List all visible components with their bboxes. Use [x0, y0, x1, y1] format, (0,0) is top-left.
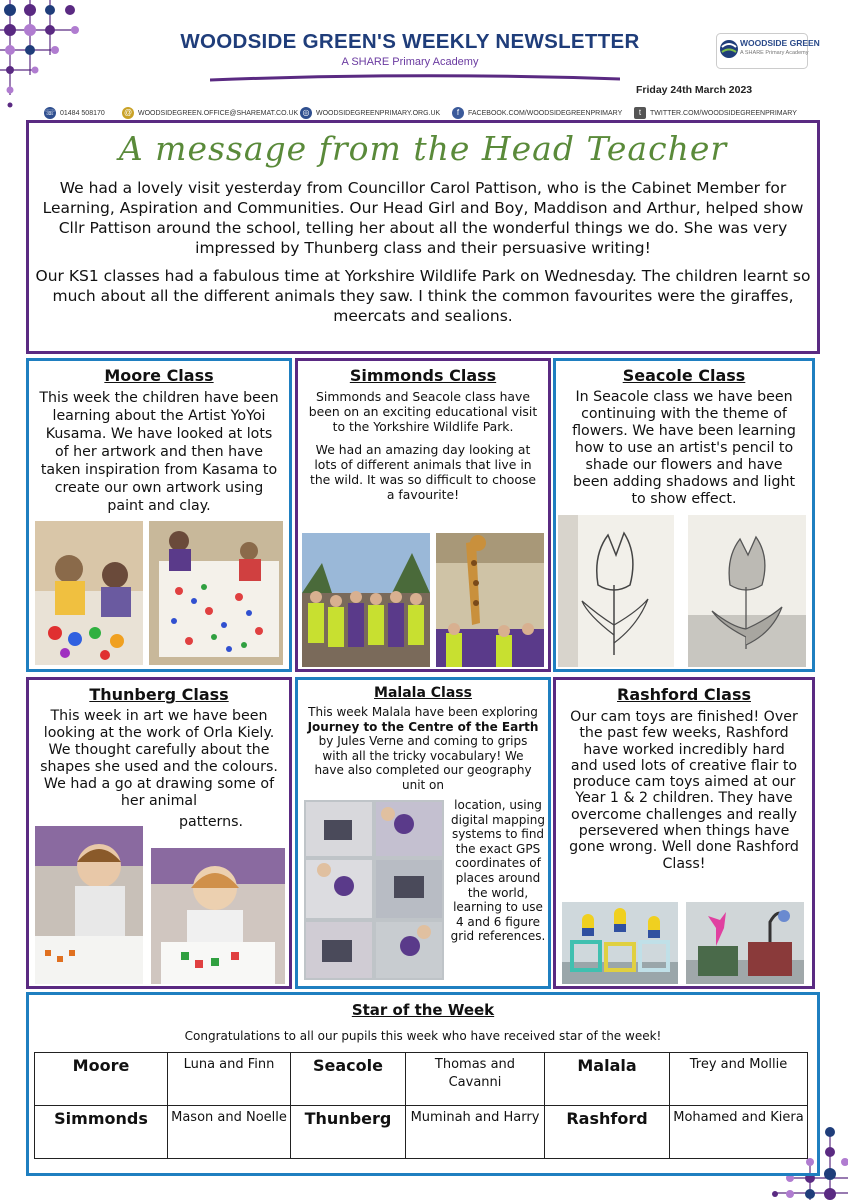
thunberg-class-text-end: patterns.	[179, 814, 244, 830]
malala-text-a: This week Malala have been exploring	[308, 705, 538, 719]
simmonds-class-text-2: We had an amazing day looking at lots of different animals that live in the wild. It was so difficult to choose a favourite!	[309, 442, 537, 502]
logo-name: WOODSIDE GREEN	[740, 38, 820, 48]
rashford-class-text: Our cam toys are finished! Over the past few weeks, Rashford have worked incredibly hard and used lots of creative flair to produce cam toys aimed at our Year 1 & 2 children. They have overcome challenges and really persevered when things have gone wrong. Well done Rashford Class!	[569, 709, 799, 872]
email-icon: @	[123, 108, 133, 117]
phone-icon: ☏	[44, 108, 55, 117]
star-names-cell: Muminah and Harry	[406, 1106, 545, 1159]
rashford-photo-cam-toys	[686, 902, 804, 984]
thunberg-photo-boy-drawing	[35, 826, 143, 984]
seacole-class-text: In Seacole class we have been continuing with the theme of flowers. We have been learning how to use an artist's pencil to shade our flowers and have been adding shadows and light to show effect.	[572, 389, 796, 507]
header-swoosh	[210, 74, 620, 82]
star-class-cell: Moore	[35, 1053, 168, 1106]
website-url[interactable]: WOODSIDEGREENPRIMARY.ORG.UK	[316, 109, 441, 117]
facebook-url[interactable]: FACEBOOK.COM/WOODSIDEGREENPRIMARY	[468, 109, 623, 117]
rashford-class-section	[553, 677, 815, 989]
malala-book-title: Journey to the Centre of the Earth	[307, 719, 539, 734]
star-of-week-table	[34, 1052, 808, 1159]
simmonds-photo-group	[302, 533, 430, 667]
head-teacher-paragraph-1: We had a lovely visit yesterday from Councillor Carol Pattison, who is the Cabinet Member for Learning, Aspiration and Communities. Our Head Girl and Boy, Maddison and Arthur, helped show Cllr Pattison around the school, telling her about all the wonderful things we do. She was very impressed by Thunberg class and their persuasive writing!	[42, 179, 804, 257]
newsletter-date: Friday 24th March 2023	[636, 84, 753, 96]
moore-class-text: This week the children have been learning about the Artist YoYoi Kusama. We have looked at lots of her artwork and then have taken inspiration from Kasama to create our own artwork using paint and clay.	[39, 390, 279, 514]
contact-website[interactable]	[300, 106, 440, 120]
malala-class-side-text: location, using digital mapping systems to find the exact GPS coordinates of places around the world, learning to use 4 and 6 figure grid references.	[450, 798, 546, 944]
head-teacher-paragraph-2: Our KS1 classes had a fabulous time at Yorkshire Wildlife Park on Wednesday. The children learnt so much about all the different animals they saw. I think the common favourites were the giraffes, meercats and sealions.	[35, 267, 811, 325]
table-row	[35, 1106, 808, 1159]
star-of-week-subtitle: Congratulations to all our pupils this week who have received star of the week!	[184, 1029, 662, 1043]
malala-photo-collage	[304, 800, 444, 980]
contact-facebook[interactable]	[452, 106, 622, 120]
logo-subtitle: A SHARE Primary Academy	[740, 50, 809, 56]
star-of-week-title: Star of the Week	[351, 1001, 495, 1019]
star-of-week-section	[26, 992, 820, 1176]
star-names-cell: Thomas and Cavanni	[406, 1053, 545, 1106]
seacole-photo-tulip-outline	[558, 515, 674, 667]
malala-class-title: Malala Class	[374, 685, 472, 701]
simmonds-photo-giraffe	[436, 533, 544, 667]
thunberg-class-text: This week in art we have been looking at the work of Orla Kiely. We thought carefully about the shapes she used and the colours. We had a go at drawing some of her animal	[40, 708, 278, 809]
star-names-cell: Mohamed and Kiera	[670, 1106, 808, 1159]
newsletter-title: WOODSIDE GREEN'S WEEKLY NEWSLETTER	[180, 30, 640, 53]
thunberg-class-section	[26, 677, 292, 989]
star-class-cell: Thunberg	[291, 1106, 406, 1159]
malala-class-section	[295, 677, 551, 989]
star-names-cell: Mason and Noelle	[168, 1106, 291, 1159]
table-row	[35, 1053, 808, 1106]
contact-email[interactable]	[122, 106, 298, 120]
simmonds-class-section	[295, 358, 551, 672]
contact-phone	[44, 106, 105, 120]
twitter-icon: t	[634, 107, 646, 119]
thunberg-class-title: Thunberg Class	[89, 685, 229, 704]
moore-class-section	[26, 358, 292, 672]
simmonds-class-text-1: Simmonds and Seacole class have been on an exciting educational visit to the Yorkshire Wildlife Park.	[308, 389, 538, 434]
rashford-photo-minion-toys	[562, 902, 678, 984]
moore-photo-dotted-artwork	[149, 521, 283, 665]
malala-text-b: by Jules Verne and coming to grips with all the tricky vocabulary! We have also completed our geography unit on	[314, 734, 532, 792]
star-class-cell: Malala	[545, 1053, 670, 1106]
twitter-url[interactable]: TWITTER.COM/WOODSIDEGREENPRIMARY	[650, 109, 797, 117]
seacole-class-title: Seacole Class	[622, 366, 746, 385]
star-names-cell: Trey and Mollie	[670, 1053, 808, 1106]
thunberg-photo-girl-drawing	[151, 848, 285, 984]
phone-number: 01484 508170	[60, 109, 105, 117]
globe-icon: ◎	[300, 107, 312, 119]
moore-class-title: Moore Class	[104, 366, 214, 385]
head-teacher-heading: A message from the Head Teacher	[118, 129, 728, 168]
seacole-photo-tulip-shaded	[688, 515, 806, 667]
email-address[interactable]: WOODSIDEGREEN.OFFICE@SHAREMAT.CO.UK	[138, 109, 299, 117]
malala-class-text	[306, 705, 540, 793]
decorative-dots-top-left	[0, 0, 90, 110]
newsletter-subtitle: A SHARE Primary Academy	[341, 56, 479, 68]
star-names-cell: Luna and Finn	[168, 1053, 291, 1106]
rashford-class-title: Rashford Class	[617, 685, 751, 704]
simmonds-class-title: Simmonds Class	[349, 366, 497, 385]
star-class-cell: Rashford	[545, 1106, 670, 1159]
moore-photo-painting	[35, 521, 143, 665]
star-class-cell: Simmonds	[35, 1106, 168, 1159]
facebook-icon: f	[452, 107, 464, 119]
head-teacher-message	[26, 120, 820, 354]
star-class-cell: Seacole	[291, 1053, 406, 1106]
seacole-class-section	[553, 358, 815, 672]
contact-twitter[interactable]	[634, 106, 797, 120]
